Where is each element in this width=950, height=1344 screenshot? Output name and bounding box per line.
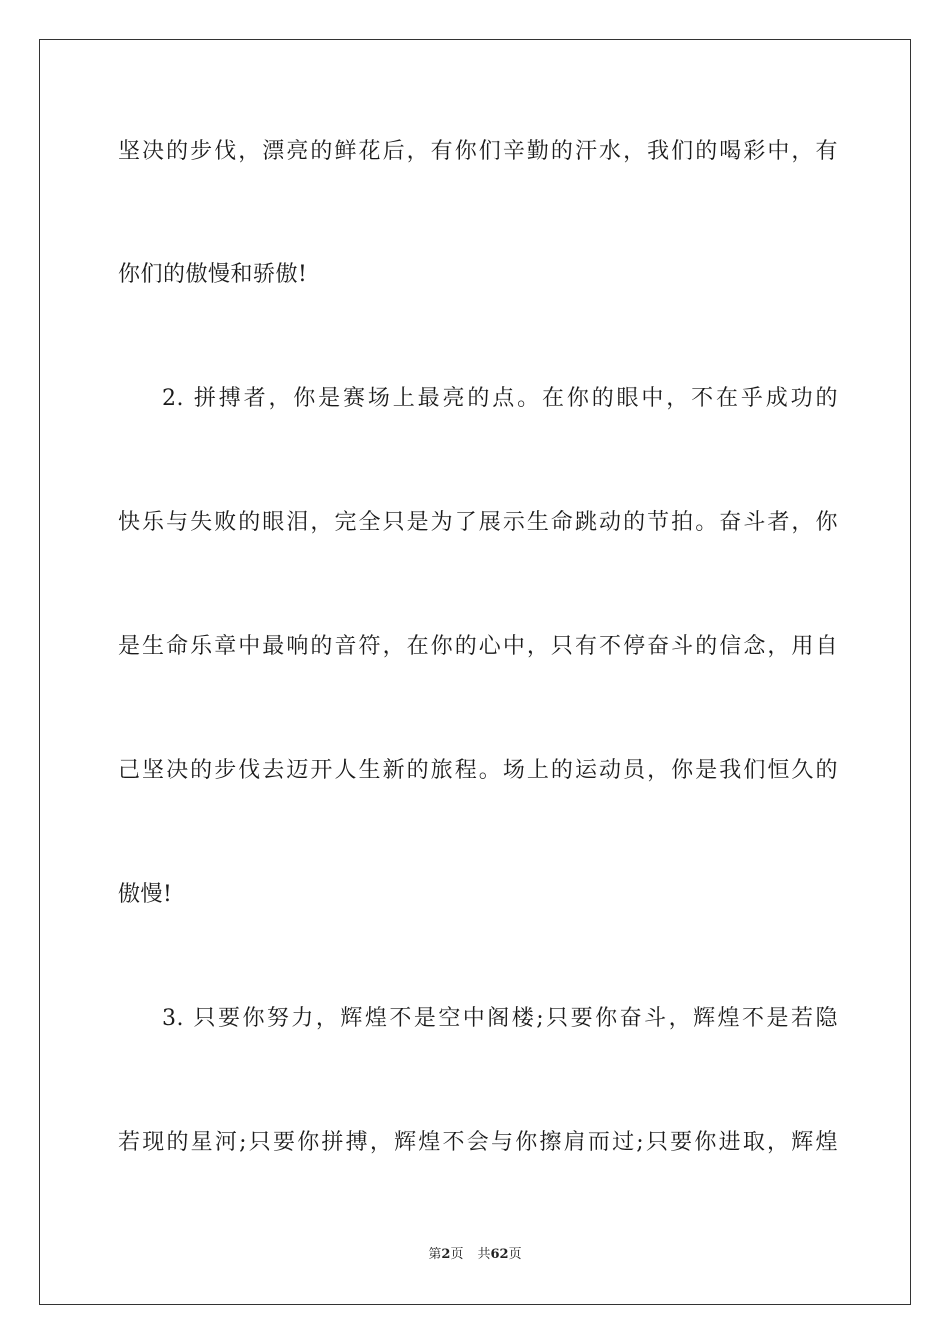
text-line-4: 快乐与失败的眼泪，完全只是为了展示生命跳动的节拍。奋斗者，你 <box>118 510 838 535</box>
total-pages: 62 <box>490 1247 509 1262</box>
total-suffix: 页 <box>508 1247 522 1262</box>
total-prefix: 共 <box>477 1247 491 1262</box>
text-line-7: 傲慢! <box>118 882 173 907</box>
page-border <box>39 39 911 1305</box>
page-number: 2 <box>441 1247 451 1262</box>
text-line-8: 3. 只要你努力，辉煌不是空中阁楼;只要你奋斗，辉煌不是若隐 <box>162 1006 838 1031</box>
text-line-5: 是生命乐章中最响的音符，在你的心中，只有不停奋斗的信念，用自 <box>118 634 838 659</box>
text-line-2: 你们的傲慢和骄傲! <box>118 262 308 287</box>
text-line-3: 2. 拼搏者，你是赛场上最亮的点。在你的眼中，不在乎成功的 <box>162 386 838 411</box>
page-footer <box>0 1246 950 1264</box>
page-suffix: 页 <box>450 1247 464 1262</box>
page-prefix: 第 <box>428 1247 442 1262</box>
text-line-9: 若现的星河;只要你拼搏，辉煌不会与你擦肩而过;只要你进取，辉煌 <box>118 1130 838 1155</box>
text-line-6: 己坚决的步伐去迈开人生新的旅程。场上的运动员，你是我们恒久的 <box>118 758 838 783</box>
text-line-1: 坚决的步伐，漂亮的鲜花后，有你们辛勤的汗水，我们的喝彩中，有 <box>118 139 838 164</box>
